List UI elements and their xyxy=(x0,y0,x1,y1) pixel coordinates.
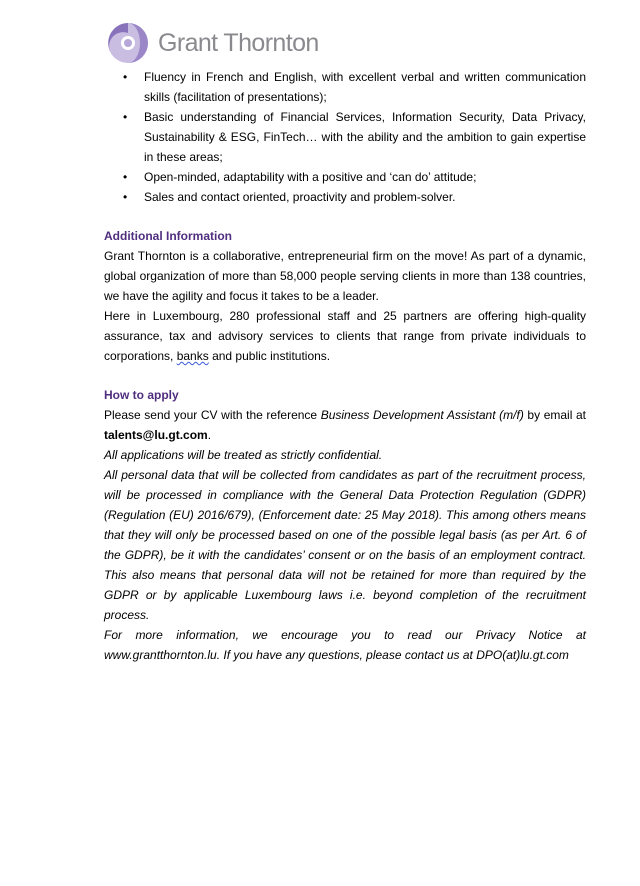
list-item-text: Open-minded, adaptability with a positive and ‘can do’ attitude; xyxy=(144,170,477,184)
send-cv-suffix: . xyxy=(207,428,212,442)
requirements-list xyxy=(104,67,586,207)
privacy-notice: For more information, we encourage you to read our Privacy Notice at www.grantthornton.lu. If you have any questions, please contact us at DPO(at)lu.gt.com xyxy=(104,628,586,662)
list-item xyxy=(104,187,586,207)
list-item-text: Basic understanding of Financial Services, Information Security, Data Privacy, Sustainability & ESG, FinTech… with the ability and the ambition to gain expertise in these areas; xyxy=(144,110,586,164)
list-item-text: Sales and contact oriented, proactivity and problem-solver. xyxy=(144,190,456,204)
document-body xyxy=(104,67,586,665)
send-cv-paragraph xyxy=(104,405,586,445)
spellcheck-flagged-word: banks xyxy=(176,349,209,363)
confidentiality-notice: All applications will be treated as strictly confidential. xyxy=(104,448,383,462)
luxembourg-paragraph-end: and public institutions. xyxy=(208,349,331,363)
gdpr-notice: All personal data that will be collected from candidates as part of the recruitment process, will be processed in compliance with the General Data Protection Regulation (GDPR) (Regulation (EU) 2016/679), (Enforcement date: 25 May 2018). This among others means that they will only be processed based on one of the possible legal basis (as per Art. 6 of the GDPR), be it with the candidates’ consent or on the basis of an employment contract. This also means that personal data will not be retained for more than required by the GDPR or by applicable Luxembourg laws i.e. beyond completion of the recruitment process. xyxy=(104,468,586,622)
bullet-icon: • xyxy=(123,70,128,84)
luxembourg-paragraph xyxy=(104,306,586,366)
luxembourg-paragraph-text: Here in Luxembourg, 280 professional staff and 25 partners are offering high-quality assurance, tax and advisory services to clients that range from private individuals to corporations, xyxy=(104,309,586,363)
send-cv-prefix: Please send your CV with the reference xyxy=(104,408,321,422)
list-item xyxy=(104,167,586,187)
grant-thornton-logo xyxy=(106,20,319,66)
company-description-paragraph: Grant Thornton is a collaborative, entrepreneurial firm on the move! As part of a dynamic, global organization of more than 58,000 people serving clients in more than 138 countries, we have the agility and focus it takes to be a leader. xyxy=(104,249,586,303)
send-cv-mid: by email at xyxy=(523,408,587,422)
list-item-text: Fluency in French and English, with excellent verbal and written communication skills (facilitation of presentations); xyxy=(144,70,586,104)
application-email-link[interactable]: talents@lu.gt.com xyxy=(104,428,208,442)
bullet-icon: • xyxy=(123,110,128,124)
spacer xyxy=(104,207,586,226)
bullet-icon: • xyxy=(123,190,128,204)
logo-wordmark: Grant Thornton xyxy=(158,28,319,57)
list-item xyxy=(104,67,586,107)
spacer xyxy=(104,366,586,385)
list-item xyxy=(104,107,586,167)
how-to-apply-heading: How to apply xyxy=(104,388,179,402)
additional-information-heading: Additional Information xyxy=(104,229,232,243)
grant-thornton-logo-mark-icon xyxy=(106,21,150,65)
bullet-icon: • xyxy=(123,170,128,184)
job-reference: Business Development Assistant (m/f) xyxy=(320,408,524,422)
